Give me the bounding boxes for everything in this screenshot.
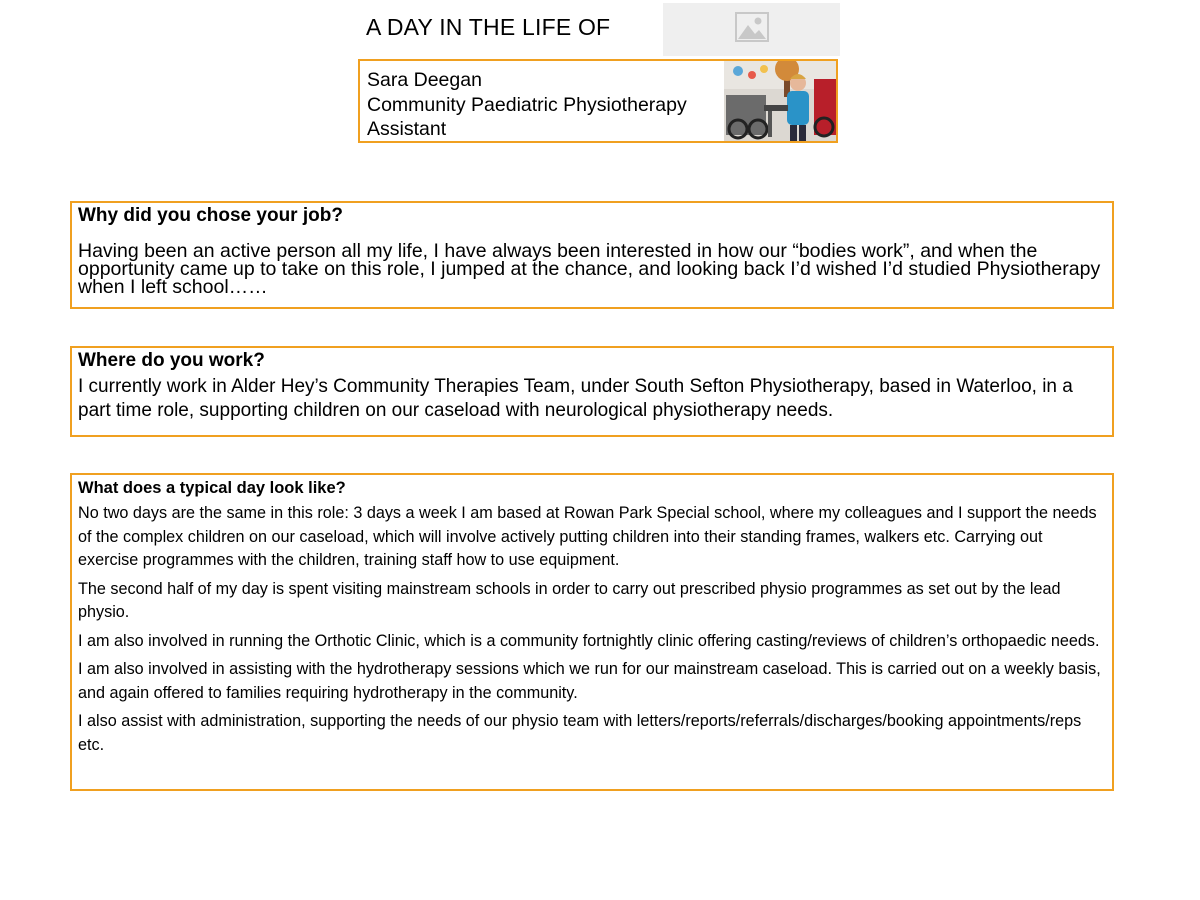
answer-paragraph: I am also involved in assisting with the hydrotherapy sessions which we run for our mainstream caseload. This is carried out on a weekly basis, and again offered to families requiring hydrotherapy in the community. <box>78 660 1101 702</box>
profile-card <box>358 59 838 143</box>
section-where-work <box>70 346 1114 437</box>
profile-name: Sara Deegan <box>367 69 482 91</box>
section-why-job <box>70 201 1114 309</box>
answer-paragraph: The second half of my day is spent visiting mainstream schools in order to carry out prescribed physio programmes as set out by the lead physio. <box>78 579 1061 621</box>
profile-role-line1: Community Paediatric Physiotherapy <box>367 93 687 116</box>
section-answer: I currently work in Alder Hey’s Community Therapies Team, under South Sefton Physiotherapy, based in Waterloo, in a part time role, supporting children on our caseload with neurological physiotherapy needs. <box>78 376 1073 421</box>
profile-role-line2: Assistant <box>367 118 447 140</box>
answer-paragraph: I also assist with administration, supporting the needs of our physio team with letters/reports/referrals/discharges/booking appointments/reps etc. <box>78 712 1082 754</box>
section-answer: Having been an active person all my life, I have always been interested in how our “bodies work”, and when the opportunity came up to take on this role, I jumped at the chance, and looking back I’d wished I’d studied Physiotherapy when I left school…… <box>78 240 1101 298</box>
answer-paragraph: No two days are the same in this role: 3 days a week I am based at Rowan Park Special school, where my colleagues and I support the needs of the complex children on our caseload, which will involve actively putting children into their standing frames, walkers etc. Carrying out exercise programmes with the children, training staff how to use equipment. <box>78 504 1097 569</box>
section-answer <box>78 502 1106 757</box>
section-question: Where do you work? <box>78 350 265 371</box>
image-placeholder <box>663 3 840 56</box>
image-placeholder-icon <box>735 12 769 47</box>
section-question: Why did you chose your job? <box>78 205 343 226</box>
answer-paragraph: I am also involved in running the Orthotic Clinic, which is a community fortnightly clinic offering casting/reviews of children’s orthopaedic needs. <box>78 631 1100 650</box>
section-typical-day <box>70 473 1114 791</box>
section-question: What does a typical day look like? <box>78 479 346 497</box>
staff-photo <box>724 61 836 141</box>
profile-text <box>367 68 687 142</box>
page-title: A DAY IN THE LIFE OF <box>366 14 611 40</box>
